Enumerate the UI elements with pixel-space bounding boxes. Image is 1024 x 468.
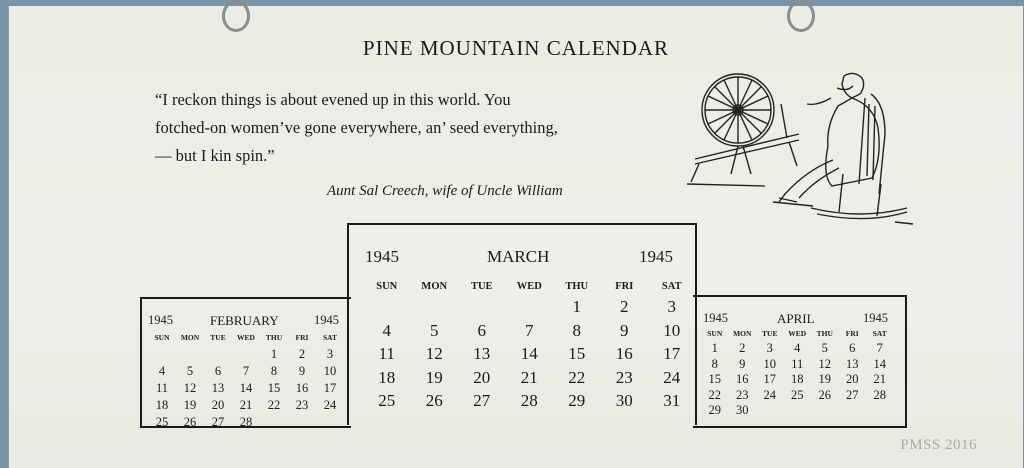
- day-cell: 12: [183, 381, 197, 395]
- day-cell: 10: [663, 320, 681, 340]
- weekday-label: FRI: [845, 329, 859, 338]
- day-cell: 5: [430, 320, 439, 340]
- calendar-year: 1945: [365, 247, 399, 266]
- day-cell: 30: [736, 403, 749, 417]
- weekday-label: TUE: [762, 329, 778, 338]
- day-cell: 18: [378, 367, 396, 387]
- day-cell: 22: [708, 387, 721, 402]
- day-cell: 5: [821, 341, 828, 355]
- calendar-month: MARCH: [487, 247, 550, 266]
- day-cell: 28: [520, 391, 538, 410]
- day-cell: 8: [270, 364, 278, 378]
- day-cell: 1: [572, 297, 581, 316]
- calendar-month: FEBRUARY: [210, 313, 279, 328]
- day-cell: 15: [568, 344, 586, 363]
- day-cell: 2: [298, 347, 306, 361]
- day-cell: 13: [211, 381, 225, 395]
- day-cell: 23: [736, 387, 749, 402]
- day-cell: 23: [295, 398, 309, 412]
- day-cell: 8: [711, 356, 718, 371]
- calendar-year: 1945: [703, 311, 728, 325]
- quote-line: — but I kin spin.”: [155, 146, 275, 165]
- day-cell: 19: [425, 367, 443, 387]
- day-cell: 3: [766, 341, 773, 355]
- day-cell: 17: [663, 344, 681, 363]
- day-cell: 20: [473, 367, 491, 387]
- weekday-label: MON: [421, 281, 448, 292]
- day-cell: 22: [267, 398, 281, 412]
- day-cell: 9: [298, 364, 306, 378]
- quote-attribution: Aunt Sal Creech, wife of Uncle William: [327, 183, 563, 199]
- day-cell: 6: [214, 364, 222, 378]
- day-cell: 8: [572, 320, 581, 340]
- day-cell: 19: [818, 372, 831, 386]
- calendar-year: 1945: [314, 313, 339, 327]
- day-cell: 1: [270, 347, 278, 361]
- day-cell: 11: [155, 381, 169, 395]
- day-cell: 20: [211, 398, 225, 412]
- weekday-label: THU: [816, 329, 833, 338]
- day-cell: 14: [873, 356, 886, 371]
- day-cell: 11: [378, 344, 395, 363]
- weekday-label: TUE: [210, 333, 226, 342]
- day-cell: 3: [326, 347, 334, 361]
- credit-watermark: PMSS 2016: [900, 437, 977, 453]
- day-cell: 31: [663, 391, 681, 410]
- weekday-label: MON: [733, 329, 752, 338]
- day-cell: 10: [763, 356, 776, 371]
- weekday-label: WED: [237, 333, 255, 342]
- weekday-label: WED: [788, 329, 807, 338]
- day-cell: 4: [794, 341, 801, 355]
- spinning-wheel-illustration: [681, 64, 921, 229]
- day-cell: 14: [520, 344, 538, 363]
- day-cell: 6: [477, 320, 486, 340]
- day-cell: 28: [873, 387, 886, 402]
- weekday-label: SAT: [322, 333, 338, 342]
- day-cell: 16: [615, 344, 633, 363]
- day-cell: 7: [242, 364, 250, 378]
- calendar-april: [693, 295, 907, 428]
- day-cell: 6: [849, 341, 856, 355]
- day-cell: 1: [711, 341, 718, 355]
- quote-line: “I reckon things is about evened up in this world. You: [155, 90, 511, 109]
- calendar-month: APRIL: [777, 311, 815, 326]
- weekday-label: WED: [516, 281, 542, 292]
- calendar-title: PINE MOUNTAIN CALENDAR: [362, 36, 670, 60]
- day-cell: 30: [615, 391, 633, 410]
- day-cell: 13: [473, 344, 491, 363]
- weekday-label: SAT: [661, 281, 682, 292]
- day-cell: 4: [382, 320, 391, 340]
- day-cell: 25: [155, 415, 169, 429]
- binder-ring-icon: [222, 0, 250, 32]
- day-cell: 12: [425, 344, 443, 363]
- day-cell: 17: [763, 372, 776, 386]
- day-cell: 9: [620, 320, 629, 340]
- quote: [155, 86, 625, 170]
- calendar-february: [140, 297, 351, 428]
- day-cell: 7: [876, 341, 883, 355]
- day-cell: 15: [708, 372, 721, 386]
- calendar-page: [8, 6, 1023, 468]
- calendar-year: 1945: [863, 311, 888, 325]
- day-cell: 25: [378, 391, 396, 410]
- day-cell: 29: [708, 403, 721, 417]
- day-cell: 29: [568, 391, 586, 410]
- day-cell: 22: [568, 367, 586, 387]
- day-cell: 3: [667, 297, 676, 316]
- day-cell: 26: [183, 415, 197, 429]
- day-cell: 23: [615, 367, 633, 387]
- weekday-label: THU: [265, 333, 283, 342]
- day-cell: 20: [846, 372, 859, 386]
- weekday-label: TUE: [470, 281, 493, 292]
- day-cell: 11: [791, 356, 804, 371]
- day-cell: 18: [155, 398, 169, 412]
- day-cell: 26: [425, 391, 443, 410]
- day-cell: 24: [763, 387, 776, 402]
- weekday-label: SUN: [707, 329, 723, 338]
- day-cell: 16: [295, 381, 309, 395]
- day-cell: 5: [186, 364, 194, 378]
- quote-line: fotched-on women’ve gone everywhere, an’ seed everything,: [155, 118, 558, 137]
- day-cell: 13: [846, 356, 859, 371]
- calendar-year: 1945: [639, 247, 673, 266]
- day-cell: 24: [323, 398, 337, 412]
- day-cell: 27: [211, 415, 225, 429]
- day-cell: 21: [520, 367, 538, 387]
- day-cell: 10: [323, 364, 337, 378]
- weekday-label: SUN: [154, 333, 170, 342]
- day-cell: 21: [873, 372, 886, 386]
- day-cell: 2: [739, 341, 746, 355]
- day-cell: 21: [239, 398, 253, 412]
- day-cell: 18: [791, 372, 804, 386]
- weekday-label: SUN: [376, 281, 398, 292]
- calendar-year: 1945: [148, 313, 173, 327]
- day-cell: 27: [473, 391, 491, 410]
- calendar-march: [347, 223, 697, 425]
- day-cell: 14: [239, 381, 253, 395]
- binder-ring-icon: [787, 0, 815, 32]
- day-cell: 27: [846, 387, 859, 402]
- weekday-label: FRI: [615, 281, 634, 292]
- weekday-label: FRI: [295, 333, 309, 342]
- day-cell: 19: [183, 398, 197, 412]
- day-cell: 28: [239, 415, 253, 429]
- day-cell: 9: [739, 356, 746, 371]
- weekday-label: THU: [565, 281, 589, 292]
- day-cell: 15: [267, 381, 281, 395]
- day-cell: 25: [791, 387, 804, 402]
- day-cell: 17: [323, 381, 337, 395]
- day-cell: 12: [818, 356, 831, 371]
- day-cell: 2: [620, 297, 629, 316]
- day-cell: 26: [818, 387, 831, 402]
- day-cell: 4: [158, 364, 166, 378]
- weekday-label: MON: [180, 333, 200, 342]
- day-cell: 7: [525, 320, 534, 340]
- weekday-label: SAT: [872, 329, 887, 338]
- day-cell: 16: [736, 372, 749, 386]
- day-cell: 24: [663, 367, 681, 387]
